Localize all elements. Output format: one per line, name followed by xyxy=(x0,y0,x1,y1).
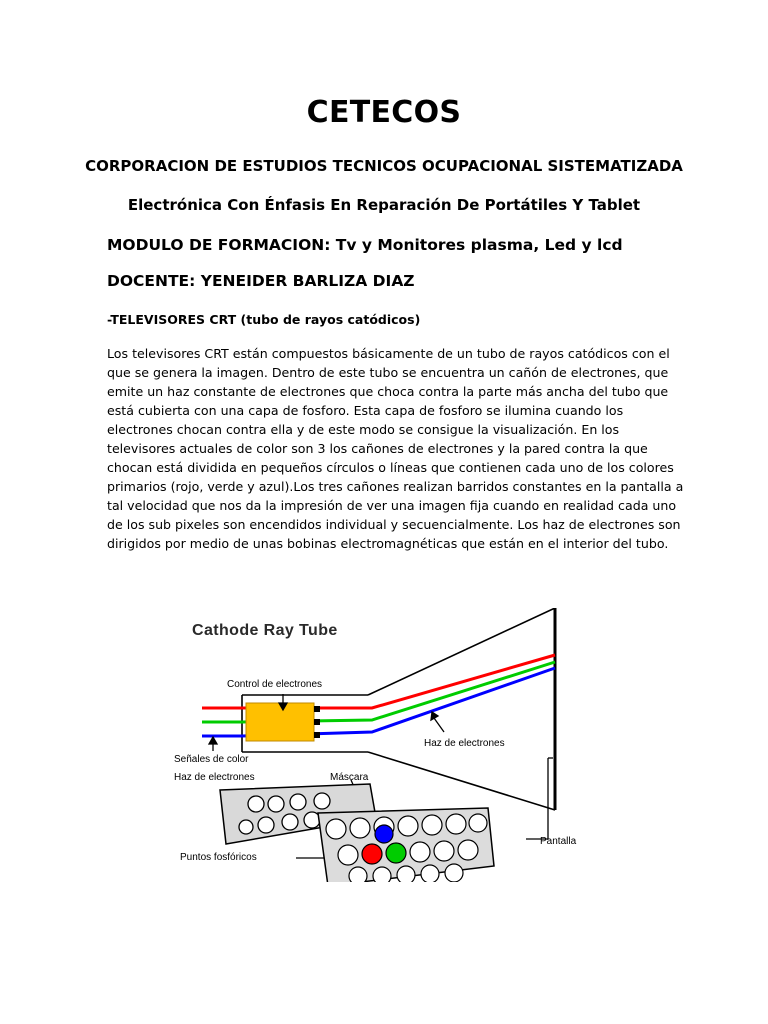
paragraph-line: primarios (rojo, verde y azul).Los tres cañones realizan barridos constantes en la pantalla a xyxy=(107,479,684,494)
institution-name: CORPORACION DE ESTUDIOS TECNICOS OCUPACIONAL SISTEMATIZADA xyxy=(85,157,683,175)
crt-diagram xyxy=(172,608,598,882)
body-paragraph xyxy=(107,344,684,553)
paragraph-line: Los televisores CRT están compuestos básicamente de un tubo de rayos catódicos con el xyxy=(107,346,670,361)
course-name: Electrónica Con Énfasis En Reparación De Portátiles Y Tablet xyxy=(127,196,641,214)
gun-pins xyxy=(314,706,320,738)
label-phosphor: Puntos fosfóricos xyxy=(180,852,257,863)
label-beam-small: Haz de electrones xyxy=(174,772,255,783)
red-phosphor-dot xyxy=(362,844,382,864)
phosphor-plate xyxy=(318,808,494,882)
green-phosphor-dot xyxy=(386,843,406,863)
paragraph-line: electrones chocan contra ella y de este modo se consigue la visualización. En los xyxy=(107,422,620,437)
module-line: MODULO DE FORMACION: Tv y Monitores plasma, Led y lcd xyxy=(107,236,623,254)
label-signals: Señales de color xyxy=(174,754,249,765)
label-control: Control de electrones xyxy=(227,679,323,690)
label-mask: Máscara xyxy=(330,772,369,783)
paragraph-line: está cubierta con una capa de fosforo. Esta capa de fosforo se ilumina cuando los xyxy=(107,403,624,418)
crt-diagram-drawing xyxy=(172,608,598,882)
diagram-title: Cathode Ray Tube xyxy=(192,622,338,639)
document-title: CETECOS xyxy=(306,95,462,130)
teacher-line: DOCENTE: YENEIDER BARLIZA DIAZ xyxy=(107,272,415,290)
paragraph-line: dirigidos por medio de unas bobinas electromagnéticas que están en el interior del tubo. xyxy=(107,536,669,551)
electron-gun xyxy=(246,703,314,741)
label-beam-main: Haz de electrones xyxy=(424,738,505,749)
paragraph-line: emite un haz constante de electrones que choca contra la parte más ancha del tubo que xyxy=(107,384,669,399)
blue-phosphor-dot xyxy=(375,825,393,843)
paragraph-line: tal velocidad que nos da la impresión de ver una imagen fija cuando en realidad cada uno xyxy=(107,498,677,513)
label-screen: Pantalla xyxy=(540,836,577,847)
section-heading: -TELEVISORES CRT (tubo de rayos catódicos) xyxy=(107,312,421,327)
paragraph-line: chocan está dividida en pequeños círculos o líneas que contienen cada uno de los colores xyxy=(107,460,674,475)
paragraph-line: que se genera la imagen. Dentro de este tubo se encuentra un cañón de electrones, que xyxy=(107,365,669,380)
paragraph-line: televisores actuales de color son 3 los cañones de electrones y la pared contra la que xyxy=(107,441,648,456)
paragraph-line: de los sub pixeles son encendidos individual y secuencialmente. Los haz de electrones son xyxy=(107,517,681,532)
